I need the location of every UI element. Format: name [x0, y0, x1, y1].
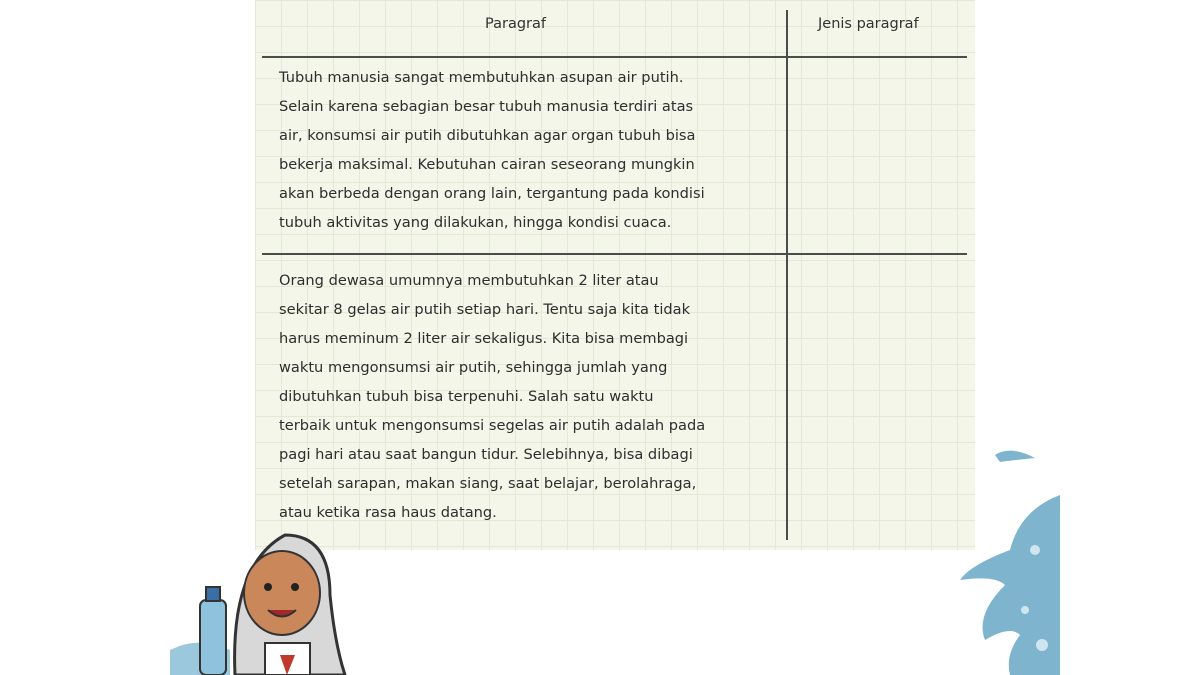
text-line: air, konsumsi air putih dibutuhkan agar organ tubuh bisa: [279, 127, 696, 144]
text-line: Orang dewasa umumnya membutuhkan 2 liter atau: [279, 272, 659, 289]
text-line: akan berbeda dengan orang lain, tergantung pada kondisi: [279, 185, 705, 202]
worksheet-table: [255, 0, 975, 550]
jenis-cell-1[interactable]: [795, 62, 965, 247]
text-line: setelah sarapan, makan siang, saat belajar, berolahraga,: [279, 475, 697, 492]
text-line: terbaik untuk mengonsumsi segelas air putih adalah pada: [279, 417, 706, 434]
jenis-cell-2[interactable]: [795, 260, 965, 535]
text-line: harus meminum 2 liter air sekaligus. Kita bisa membagi: [279, 330, 689, 347]
text-line: Tubuh manusia sangat membutuhkan asupan air putih.: [279, 69, 684, 86]
text-line: pagi hari atau saat bangun tidur. Selebihnya, bisa dibagi: [279, 446, 693, 463]
header-paragraf: Paragraf: [485, 16, 546, 32]
column-divider: [786, 10, 788, 540]
girl-illustration: [170, 525, 350, 675]
text-line: bekerja maksimal. Kebutuhan cairan seseorang mungkin: [279, 156, 695, 173]
header-jenis-paragraf: Jenis paragraf: [818, 16, 919, 32]
text-line: sekitar 8 gelas air putih setiap hari. Tentu saja kita tidak: [279, 301, 691, 318]
water-splash-illustration: [950, 440, 1060, 675]
text-line: tubuh aktivitas yang dilakukan, hingga kondisi cuaca.: [279, 214, 672, 231]
text-line: Selain karena sebagian besar tubuh manusia terdiri atas: [279, 98, 694, 115]
paragraph-2: [279, 266, 779, 527]
row-divider: [262, 253, 967, 255]
text-line: atau ketika rasa haus datang.: [279, 504, 497, 521]
text-line: waktu mengonsumsi air putih, sehingga jumlah yang: [279, 359, 668, 376]
water-bottle-icon: [200, 600, 226, 675]
paragraph-1: [279, 63, 779, 237]
text-line: dibutuhkan tubuh bisa terpenuhi. Salah satu waktu: [279, 388, 654, 405]
header-divider: [262, 56, 967, 58]
